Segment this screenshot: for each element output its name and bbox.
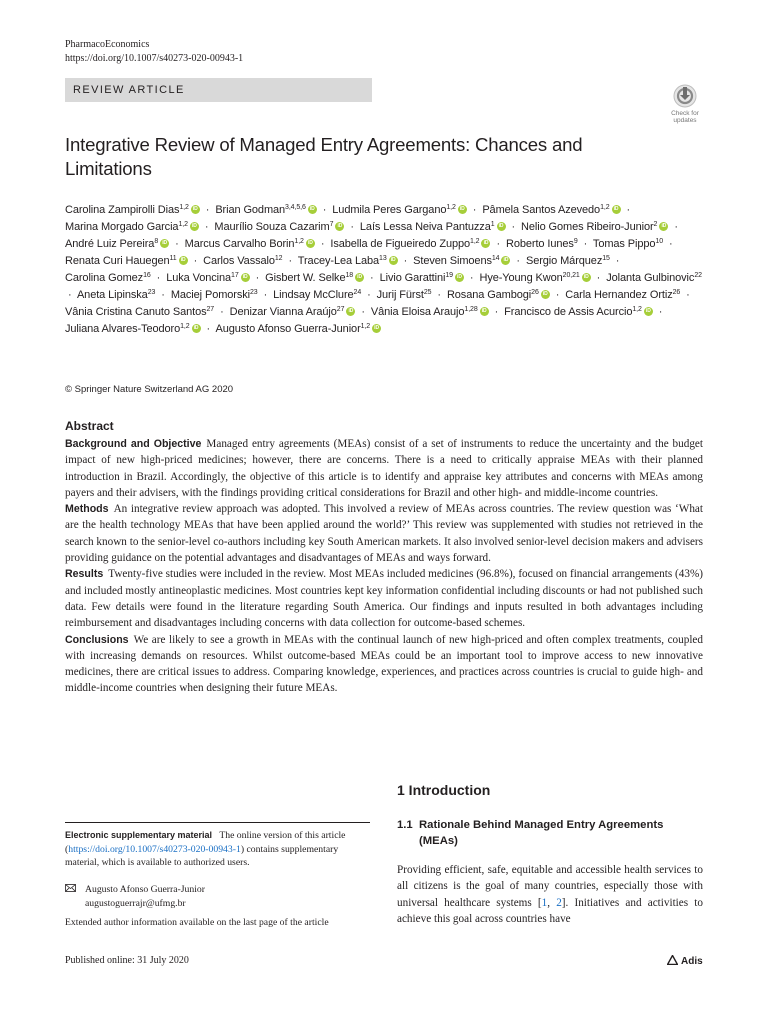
author-name[interactable]: Ludmila Peres Gargano — [332, 204, 447, 216]
subsection-title: Rationale Behind Managed Entry Agreements (MEAs) — [419, 819, 664, 847]
author-separator: · — [320, 238, 325, 250]
abstract-section-label: Methods — [65, 503, 109, 516]
check-badge-line2: updates — [673, 117, 697, 124]
author-name[interactable]: Vânia Eloisa Araujo — [370, 306, 465, 318]
subsection-heading — [397, 817, 707, 849]
author-separator: · — [626, 204, 631, 216]
author-entry — [479, 272, 590, 284]
author-separator: · — [403, 255, 408, 267]
orcid-icon[interactable] — [190, 222, 199, 231]
author-affiliation: 1,2 — [446, 204, 456, 211]
abstract-section-label: Conclusions — [65, 633, 129, 646]
author-entry — [214, 221, 344, 233]
author-separator: · — [370, 272, 374, 284]
author-entry — [65, 238, 169, 250]
author-affiliation: 20,21 — [562, 272, 580, 279]
author-entry — [65, 221, 199, 233]
author-entry — [606, 272, 702, 284]
orcid-icon[interactable] — [179, 256, 188, 265]
author-name[interactable]: Sergio Márquez — [525, 255, 603, 267]
author-separator: · — [193, 255, 198, 267]
author-affiliation: 26 — [672, 289, 681, 296]
author-name[interactable]: Steven Simoens — [413, 255, 492, 267]
author-name[interactable]: Denizar Vianna Araújo — [229, 306, 337, 318]
orcid-icon[interactable] — [612, 205, 621, 214]
orcid-icon[interactable] — [541, 290, 550, 299]
orcid-icon[interactable] — [455, 273, 464, 282]
orcid-icon[interactable] — [582, 273, 591, 282]
author-entry — [77, 289, 155, 301]
abstract-heading: Abstract — [65, 419, 114, 433]
extended-author-info: Extended author information available on the last page of the article — [65, 917, 329, 928]
author-separator: · — [156, 272, 161, 284]
author-entry — [65, 306, 214, 318]
author-separator: · — [472, 204, 477, 216]
author-separator: · — [686, 289, 690, 301]
abstract-section-text: An integrative review approach was adopted. This involved a review of MEAs across countries. The review question was ‘What are the health technology MEAs that have been applied around the world?’ This review was supplemented with studies not retrieved in the search known to the senior-level co-authors including key South American markets. It also involved senior-level decision makers and advisers providing guidance on the potential advantages and disadvantages of MEAs and ways forward. — [65, 503, 703, 565]
author-entry — [360, 221, 506, 233]
author-entry — [330, 238, 490, 250]
author-name[interactable]: Marina Morgado Garcia — [65, 221, 179, 233]
author-separator: · — [361, 306, 365, 318]
author-entry — [185, 238, 315, 250]
author-affiliation: 14 — [491, 255, 500, 262]
orcid-icon[interactable] — [191, 205, 200, 214]
author-name[interactable]: Maurílio Souza Cazarim — [214, 221, 330, 233]
author-affiliation: 23 — [250, 289, 258, 296]
author-affiliation: 27 — [206, 306, 215, 313]
author-name[interactable]: Pâmela Santos Azevedo — [482, 204, 601, 216]
orcid-icon[interactable] — [659, 222, 668, 231]
author-entry — [298, 255, 398, 267]
author-entry — [215, 323, 381, 335]
envelope-icon — [65, 883, 85, 897]
author-entry — [506, 238, 578, 250]
abstract-methods — [65, 501, 703, 566]
author-name[interactable]: Tomas Pippo — [592, 238, 656, 250]
author-affiliation: 1,2 — [470, 238, 480, 245]
author-name[interactable]: Tracey-Lea Laba — [297, 255, 380, 267]
author-separator: · — [161, 289, 165, 301]
abstract-section-label: Results — [65, 568, 104, 581]
publisher-logo — [667, 955, 703, 967]
author-entry — [593, 238, 663, 250]
esm-text-1: The online version of this article ( — [65, 830, 346, 855]
author-separator: · — [350, 221, 354, 233]
author-affiliation: 1,2 — [294, 238, 304, 245]
author-affiliation: 12 — [274, 255, 283, 262]
corresponding-author — [65, 883, 365, 910]
author-entry — [265, 272, 364, 284]
author-entry — [65, 272, 151, 284]
author-name[interactable]: Luka Voncina — [166, 272, 232, 284]
author-name[interactable]: Carla Hernandez Ortiz — [565, 289, 673, 301]
author-affiliation: 16 — [143, 272, 151, 279]
author-entry — [65, 323, 201, 335]
author-separator: · — [68, 289, 72, 301]
author-separator: · — [175, 238, 179, 250]
author-separator: · — [494, 306, 499, 318]
author-name[interactable]: Juliana Alvares-Teodoro — [65, 323, 181, 335]
check-for-updates-icon — [673, 84, 697, 108]
orcid-icon[interactable] — [481, 239, 490, 248]
author-separator: · — [367, 289, 371, 301]
author-affiliation: 3,4,5,6 — [285, 204, 306, 211]
orcid-icon[interactable] — [389, 256, 398, 265]
adis-triangle-icon — [667, 955, 678, 965]
author-entry — [332, 204, 467, 216]
author-affiliation: 23 — [147, 289, 156, 296]
author-entry — [565, 289, 680, 301]
author-separator: · — [496, 238, 501, 250]
author-entry — [203, 255, 282, 267]
author-affiliation: 13 — [379, 255, 387, 262]
esm-doi-link[interactable]: https://doi.org/10.1007/s40273-020-00943-1 — [68, 843, 241, 855]
author-separator: · — [205, 204, 210, 216]
orcid-icon[interactable] — [458, 205, 467, 214]
author-name[interactable]: Marcus Carvalho Borin — [184, 238, 295, 250]
journal-name: PharmacoEconomics — [65, 39, 150, 50]
journal-header — [65, 38, 243, 66]
author-separator: · — [437, 289, 441, 301]
author-affiliation: 9 — [573, 238, 578, 245]
orcid-icon[interactable] — [335, 222, 344, 231]
author-affiliation: 25 — [423, 289, 432, 296]
author-name[interactable]: Rosana Gambogi — [446, 289, 532, 301]
author-separator: · — [511, 221, 516, 233]
intro-text-before: Providing efficient, safe, equitable and accessible health services to all citizens is the goal of many countries, especially those with universal healthcare systems [ — [397, 864, 703, 909]
author-entry — [171, 289, 258, 301]
author-name[interactable]: Augusto Afonso Guerra-Junior — [215, 323, 361, 335]
orcid-icon[interactable] — [372, 324, 381, 333]
author-entry — [504, 306, 653, 318]
author-separator: · — [596, 272, 601, 284]
author-entry — [166, 272, 249, 284]
author-affiliation: 1,2 — [178, 221, 188, 228]
subsection-number: 1.1 — [397, 819, 413, 831]
author-affiliation: 1,2 — [360, 323, 371, 330]
author-entry — [273, 289, 361, 301]
author-name[interactable]: Livio Garattini — [379, 272, 446, 284]
author-entry — [65, 204, 200, 216]
intro-text-after: ]. Initiatives and activities to achieve this goal across countries have — [397, 896, 703, 926]
author-name[interactable]: Renata Curi Hauegen — [65, 255, 170, 267]
orcid-icon[interactable] — [497, 222, 506, 231]
citation-link-2[interactable]: 2 — [556, 896, 562, 909]
author-name[interactable]: Vânia Cristina Canuto Santos — [65, 306, 207, 318]
author-name[interactable]: Carolina Zampirolli Dias — [65, 204, 180, 216]
author-separator: · — [204, 221, 209, 233]
orcid-icon[interactable] — [192, 324, 201, 333]
contact-name: Augusto Afonso Guerra-Junior — [85, 884, 206, 895]
author-separator: · — [668, 238, 673, 250]
author-separator: · — [220, 306, 224, 318]
orcid-icon[interactable] — [160, 239, 169, 248]
supplementary-material-note — [65, 829, 365, 870]
orcid-icon[interactable] — [480, 307, 489, 316]
author-separator: · — [658, 306, 663, 318]
author-affiliation: 24 — [353, 289, 362, 296]
author-entry — [230, 306, 356, 318]
author-name[interactable]: Hye-Young Kwon — [479, 272, 563, 284]
author-affiliation: 1,2 — [180, 323, 190, 330]
author-name[interactable]: Gisbert W. Selke — [265, 272, 346, 284]
orcid-icon[interactable] — [501, 256, 510, 265]
author-separator: · — [516, 255, 520, 267]
abstract-body — [65, 436, 703, 697]
orcid-icon[interactable] — [308, 205, 317, 214]
abstract-results — [65, 566, 703, 631]
author-separator: · — [674, 221, 678, 233]
abstract-conclusions — [65, 632, 703, 697]
author-name[interactable]: Maciej Pomorski — [170, 289, 250, 301]
orcid-icon[interactable] — [644, 307, 653, 316]
doi-link[interactable]: https://doi.org/10.1007/s40273-020-00943-1 — [65, 53, 244, 64]
author-affiliation: 7 — [329, 221, 334, 228]
author-separator: · — [263, 289, 268, 301]
abstract-section-text: We are likely to see a growth in MEAs with the continual launch of new high-priced and often complex treatments, coupled with increasing demands on resources. Whilst outcome-based MEAs could be an important tool to improve access to new innovative medicines, there are critical issues to address. Comparing knowledge, experiences, and practices across countries is crucial to guide high- and middle-income countries when designing their future MEAs. — [65, 633, 703, 695]
copyright-notice: © Springer Nature Switzerland AG 2020 — [65, 384, 234, 395]
author-entry — [521, 221, 668, 233]
author-separator: · — [555, 289, 560, 301]
author-affiliation: 1,2 — [632, 306, 642, 313]
citation-link-1[interactable]: 1 — [541, 896, 548, 909]
author-name[interactable]: Aneta Lipinska — [76, 289, 148, 301]
author-name[interactable]: Roberto Iunes — [506, 238, 574, 250]
author-separator: · — [615, 255, 620, 267]
footnote-divider — [65, 822, 370, 823]
article-title: Integrative Review of Managed Entry Agreements: Chances and Limitations — [65, 134, 583, 179]
author-name[interactable]: Brian Godman — [215, 204, 286, 216]
author-affiliation: 10 — [655, 238, 664, 245]
author-affiliation: 17 — [231, 272, 239, 279]
author-name[interactable]: Lindsay McClure — [273, 289, 354, 301]
check-for-updates-badge[interactable] — [667, 84, 703, 124]
esm-text-2: ) contains supplementary material, which is available to authorized users. — [65, 843, 339, 869]
abstract-section-label: Background and Objective — [65, 438, 202, 450]
author-affiliation: 27 — [336, 306, 345, 313]
author-entry — [413, 255, 510, 267]
orcid-icon[interactable] — [355, 273, 364, 282]
author-name[interactable]: Francisco de Assis Acurcio — [504, 306, 633, 318]
author-separator: · — [288, 255, 293, 267]
author-entry — [371, 306, 489, 318]
orcid-icon[interactable] — [306, 239, 315, 248]
author-affiliation: 22 — [694, 272, 702, 279]
author-affiliation: 26 — [531, 289, 539, 296]
contact-email[interactable]: augustoguerrajr@ufmg.br — [85, 897, 186, 909]
section-heading-introduction: 1 Introduction — [397, 782, 491, 798]
published-date: Published online: 31 July 2020 — [65, 955, 189, 966]
citation-separator: , — [547, 896, 557, 909]
abstract-section-text: Managed entry agreements (MEAs) consist of a set of instruments to reduce the uncertainty and the budget impact of new high-priced medicines; however, there are concerns. There is a need to critically appraise MEAs with their planned introduction in Brazil. Accordingly, the objective of this article is to identify and appraise key attributes and concerns with MEAs among payers and their advisers, with the findings providing critical considerations for Brazil and other high- and middle-income countries. — [65, 438, 704, 499]
author-affiliation: 15 — [602, 255, 610, 262]
author-name[interactable]: Jurij Fürst — [376, 289, 424, 301]
author-name[interactable]: Nelio Gomes Ribeiro-Junior — [521, 221, 654, 233]
author-affiliation: 19 — [445, 272, 453, 279]
author-separator: · — [583, 238, 588, 250]
author-name[interactable]: Jolanta Gulbinovic — [606, 272, 695, 284]
author-affiliation: 1,2 — [600, 204, 610, 211]
author-affiliation: 1,2 — [179, 204, 189, 211]
author-affiliation: 8 — [154, 238, 159, 245]
article-type-banner: REVIEW ARTICLE — [65, 78, 372, 102]
author-entry — [215, 204, 316, 216]
author-separator: · — [469, 272, 474, 284]
author-entry — [482, 204, 620, 216]
abstract-section-text: Twenty-five studies were included in the review. Most MEAs included medicines (96.8%), focused on financial arrangements (43%) and included mostly antineoplastic medicines. Most countries kept key information confidential including discounts or had not published such data. Few details were found in the literature regarding South America. Our findings and inputs resulted in both advantages including reimbursement and disadvantages including concerns with data collection for outcome-based schemes. — [65, 568, 703, 630]
check-badge-line1: Check for — [671, 110, 699, 117]
orcid-icon[interactable] — [346, 307, 355, 316]
author-affiliation: 18 — [345, 272, 354, 279]
author-name[interactable]: André Luiz Pereira — [65, 238, 155, 250]
author-list — [65, 202, 705, 338]
author-separator: · — [322, 204, 327, 216]
esm-label: Electronic supplementary material — [65, 830, 213, 840]
author-separator: · — [206, 323, 211, 335]
author-name[interactable]: Isabella de Figueiredo Zuppo — [330, 238, 471, 250]
author-entry — [377, 289, 432, 301]
author-name[interactable]: Laís Lessa Neiva Pantuzza — [359, 221, 491, 233]
author-name[interactable]: Carlos Vassalo — [203, 255, 275, 267]
orcid-icon[interactable] — [241, 273, 250, 282]
author-affiliation: 1 — [490, 221, 495, 228]
author-entry — [447, 289, 550, 301]
abstract-background — [65, 436, 703, 501]
author-entry — [65, 255, 188, 267]
author-name[interactable]: Carolina Gomez — [65, 272, 144, 284]
author-affiliation: 11 — [169, 255, 177, 262]
author-entry — [526, 255, 610, 267]
author-affiliation: 2 — [653, 221, 658, 228]
author-separator: · — [255, 272, 260, 284]
author-entry — [380, 272, 464, 284]
author-affiliation: 1,28 — [464, 306, 478, 313]
publisher-name: Adis — [681, 956, 703, 967]
introduction-paragraph — [397, 862, 703, 928]
